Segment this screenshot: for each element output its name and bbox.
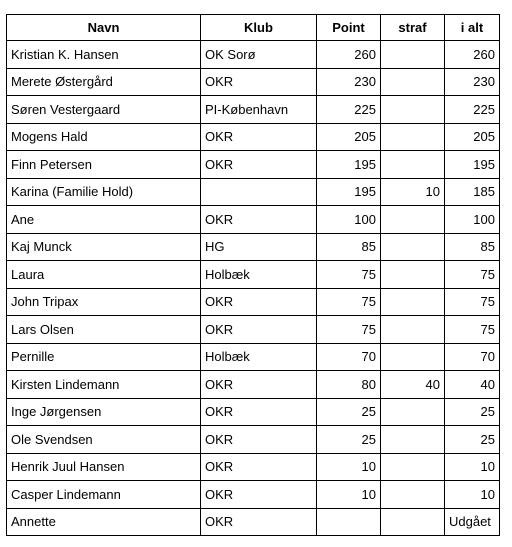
cell-club: OKR xyxy=(201,481,317,509)
cell-total: 225 xyxy=(445,96,500,124)
cell-total: 230 xyxy=(445,68,500,96)
cell-straf xyxy=(381,453,445,481)
table-row xyxy=(7,426,500,454)
table-row xyxy=(7,123,500,151)
cell-point: 10 xyxy=(317,481,381,509)
table-body xyxy=(7,41,500,536)
cell-club: OKR xyxy=(201,151,317,179)
cell-total: 75 xyxy=(445,316,500,344)
cell-club: OKR xyxy=(201,288,317,316)
cell-total: Udgået xyxy=(445,508,500,536)
cell-name: Ane xyxy=(7,206,201,234)
table-row xyxy=(7,261,500,289)
cell-total: 75 xyxy=(445,288,500,316)
header-point: Point xyxy=(317,15,381,41)
cell-point: 195 xyxy=(317,178,381,206)
cell-club: OKR xyxy=(201,426,317,454)
cell-name: John Tripax xyxy=(7,288,201,316)
cell-straf xyxy=(381,41,445,69)
cell-straf xyxy=(381,151,445,179)
cell-straf xyxy=(381,96,445,124)
cell-straf xyxy=(381,316,445,344)
cell-name: Lars Olsen xyxy=(7,316,201,344)
cell-club: OKR xyxy=(201,206,317,234)
cell-total: 70 xyxy=(445,343,500,371)
cell-name: Pernille xyxy=(7,343,201,371)
table-row xyxy=(7,41,500,69)
table-row xyxy=(7,96,500,124)
cell-club: OKR xyxy=(201,371,317,399)
cell-name: Finn Petersen xyxy=(7,151,201,179)
cell-point: 85 xyxy=(317,233,381,261)
header-total: i alt xyxy=(445,15,500,41)
cell-name: Karina (Familie Hold) xyxy=(7,178,201,206)
cell-total: 75 xyxy=(445,261,500,289)
table-row xyxy=(7,206,500,234)
cell-club: OKR xyxy=(201,123,317,151)
cell-straf xyxy=(381,343,445,371)
cell-name: Søren Vestergaard xyxy=(7,96,201,124)
cell-club: OKR xyxy=(201,398,317,426)
cell-total: 205 xyxy=(445,123,500,151)
cell-straf xyxy=(381,398,445,426)
cell-total: 185 xyxy=(445,178,500,206)
cell-club: OKR xyxy=(201,508,317,536)
cell-point: 25 xyxy=(317,426,381,454)
cell-total: 40 xyxy=(445,371,500,399)
cell-name: Henrik Juul Hansen xyxy=(7,453,201,481)
cell-straf: 10 xyxy=(381,178,445,206)
cell-straf xyxy=(381,68,445,96)
cell-straf xyxy=(381,426,445,454)
cell-total: 260 xyxy=(445,41,500,69)
cell-point: 25 xyxy=(317,398,381,426)
cell-name: Mogens Hald xyxy=(7,123,201,151)
cell-straf xyxy=(381,481,445,509)
table-row xyxy=(7,178,500,206)
cell-club xyxy=(201,178,317,206)
cell-straf xyxy=(381,123,445,151)
table-row xyxy=(7,68,500,96)
table-row xyxy=(7,233,500,261)
cell-club: OKR xyxy=(201,453,317,481)
cell-point: 260 xyxy=(317,41,381,69)
cell-point: 10 xyxy=(317,453,381,481)
cell-total: 195 xyxy=(445,151,500,179)
cell-name: Kaj Munck xyxy=(7,233,201,261)
cell-name: Kirsten Lindemann xyxy=(7,371,201,399)
cell-total: 100 xyxy=(445,206,500,234)
cell-point: 225 xyxy=(317,96,381,124)
cell-name: Ole Svendsen xyxy=(7,426,201,454)
cell-name: Annette xyxy=(7,508,201,536)
cell-club: Holbæk xyxy=(201,343,317,371)
cell-straf xyxy=(381,233,445,261)
table-row xyxy=(7,316,500,344)
cell-total: 25 xyxy=(445,398,500,426)
table-row xyxy=(7,371,500,399)
cell-club: Holbæk xyxy=(201,261,317,289)
cell-club: OK Sorø xyxy=(201,41,317,69)
table-row xyxy=(7,151,500,179)
cell-point: 100 xyxy=(317,206,381,234)
cell-point: 75 xyxy=(317,261,381,289)
cell-point: 75 xyxy=(317,288,381,316)
cell-club: OKR xyxy=(201,316,317,344)
cell-point xyxy=(317,508,381,536)
cell-total: 10 xyxy=(445,481,500,509)
header-name: Navn xyxy=(7,15,201,41)
cell-point: 195 xyxy=(317,151,381,179)
cell-club: PI-København xyxy=(201,96,317,124)
cell-point: 70 xyxy=(317,343,381,371)
header-straf: straf xyxy=(381,15,445,41)
header-row xyxy=(7,15,500,41)
cell-straf xyxy=(381,206,445,234)
cell-point: 80 xyxy=(317,371,381,399)
table-row xyxy=(7,481,500,509)
cell-total: 10 xyxy=(445,453,500,481)
cell-point: 230 xyxy=(317,68,381,96)
cell-straf xyxy=(381,288,445,316)
cell-name: Inge Jørgensen xyxy=(7,398,201,426)
cell-club: OKR xyxy=(201,68,317,96)
cell-straf xyxy=(381,261,445,289)
cell-club: HG xyxy=(201,233,317,261)
table-row xyxy=(7,343,500,371)
cell-total: 25 xyxy=(445,426,500,454)
table-row xyxy=(7,508,500,536)
cell-name: Laura xyxy=(7,261,201,289)
cell-name: Casper Lindemann xyxy=(7,481,201,509)
cell-name: Merete Østergård xyxy=(7,68,201,96)
cell-name: Kristian K. Hansen xyxy=(7,41,201,69)
table-row xyxy=(7,398,500,426)
cell-point: 75 xyxy=(317,316,381,344)
table-header xyxy=(7,15,500,41)
header-club: Klub xyxy=(201,15,317,41)
results-table xyxy=(6,14,500,536)
cell-point: 205 xyxy=(317,123,381,151)
cell-straf: 40 xyxy=(381,371,445,399)
cell-straf xyxy=(381,508,445,536)
cell-total: 85 xyxy=(445,233,500,261)
table-row xyxy=(7,288,500,316)
table-row xyxy=(7,453,500,481)
